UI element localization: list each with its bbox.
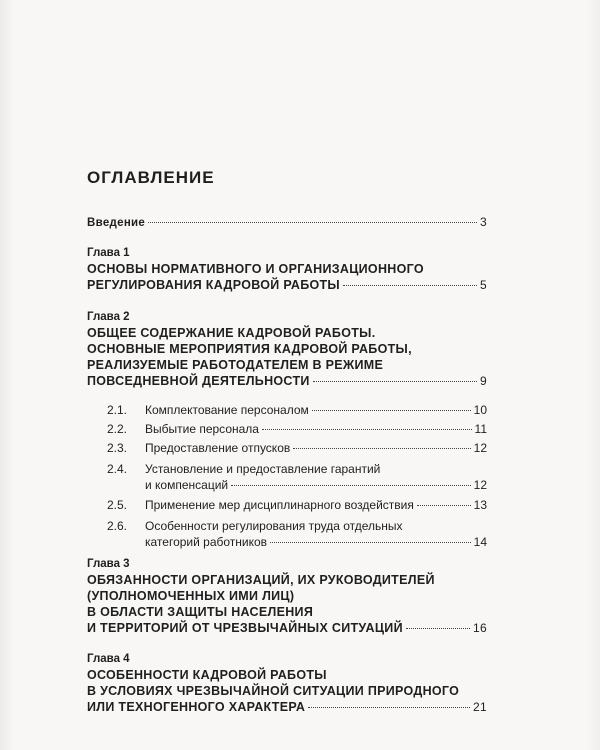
- page-number: 12: [473, 441, 487, 455]
- page-number: 14: [473, 535, 487, 549]
- section-title: Установление и предоставление гарантий: [145, 462, 381, 476]
- chapter-title-line: ПОВСЕДНЕВНОЙ ДЕЯТЕЛЬНОСТИ: [87, 374, 310, 388]
- chapter-label: Глава 1: [87, 247, 130, 259]
- section-number: 2.4.: [107, 462, 128, 476]
- toc-section-2-2[interactable]: [107, 421, 487, 437]
- toc-entry-chapter-4[interactable]: [87, 652, 487, 715]
- dot-leader: [308, 707, 470, 708]
- page-number: 21: [473, 700, 487, 714]
- chapter-title-line: ОБЩЕЕ СОДЕРЖАНИЕ КАДРОВОЙ РАБОТЫ.: [87, 326, 376, 340]
- section-number: 2.6.: [107, 519, 128, 533]
- section-title: Комплектование персоналом: [145, 403, 309, 417]
- toc-section-2-4[interactable]: [107, 461, 487, 493]
- toc-section-2-5[interactable]: [107, 497, 487, 513]
- section-title: категорий работников: [145, 535, 268, 549]
- chapter-title-line: В УСЛОВИЯХ ЧРЕЗВЫЧАЙНОЙ СИТУАЦИИ ПРИРОДНОГО: [87, 684, 460, 698]
- chapter-title-line: РЕГУЛИРОВАНИЯ КАДРОВОЙ РАБОТЫ: [87, 278, 340, 292]
- section-title: и компенсаций: [145, 478, 229, 492]
- page-number: 3: [480, 215, 487, 229]
- section-number: 2.2.: [107, 422, 128, 436]
- chapter-label: Глава 2: [87, 311, 130, 323]
- chapter-title-line: ОСНОВНЫЕ МЕРОПРИЯТИЯ КАДРОВОЙ РАБОТЫ,: [87, 342, 412, 356]
- chapter-label: Глава 3: [87, 558, 130, 570]
- page-number: 10: [473, 403, 487, 417]
- dot-leader: [417, 505, 471, 506]
- section-title: Выбытие персонала: [145, 422, 259, 436]
- section-title: Особенности регулирования труда отдельных: [145, 519, 403, 533]
- chapter-title-line: ОСОБЕННОСТИ КАДРОВОЙ РАБОТЫ: [87, 668, 327, 682]
- dot-leader: [312, 410, 471, 411]
- dot-leader: [270, 542, 471, 543]
- chapter-title-line: И ТЕРРИТОРИЙ ОТ ЧРЕЗВЫЧАЙНЫХ СИТУАЦИЙ: [87, 621, 403, 635]
- chapter-title-line: РЕАЛИЗУЕМЫЕ РАБОТОДАТЕЛЕМ В РЕЖИМЕ: [87, 358, 384, 372]
- toc-section-2-6[interactable]: [107, 518, 487, 550]
- section-title: Предоставление отпусков: [145, 441, 291, 455]
- toc-section-2-3[interactable]: [107, 440, 487, 456]
- page-number: 5: [480, 278, 487, 292]
- toc-entry-chapter-3[interactable]: [87, 557, 487, 636]
- section-title: Применение мер дисциплинарного воздействия: [145, 498, 414, 512]
- dot-leader: [293, 448, 470, 449]
- dot-leader: [343, 285, 477, 286]
- dot-leader: [313, 381, 477, 382]
- chapter-title-line: В ОБЛАСТИ ЗАЩИТЫ НАСЕЛЕНИЯ: [87, 605, 314, 619]
- page-number: 13: [473, 498, 487, 512]
- section-number: 2.5.: [107, 498, 128, 512]
- page-number: 16: [473, 621, 487, 635]
- chapter-title-line: (УПОЛНОМОЧЕННЫХ ИМИ ЛИЦ): [87, 589, 295, 603]
- chapter-title-line: ОСНОВЫ НОРМАТИВНОГО И ОРГАНИЗАЦИОННОГО: [87, 262, 424, 276]
- toc-entry-intro[interactable]: [87, 214, 487, 231]
- toc-entry-chapter-2[interactable]: [87, 310, 487, 389]
- chapter-title-line: ИЛИ ТЕХНОГЕННОГО ХАРАКТЕРА: [87, 700, 306, 714]
- dot-leader: [231, 485, 471, 486]
- dot-leader: [262, 429, 472, 430]
- page-number: 12: [473, 478, 487, 492]
- page-number: 9: [480, 374, 487, 388]
- toc-entry-chapter-1[interactable]: [87, 246, 487, 293]
- chapter-label: Глава 4: [87, 653, 130, 665]
- toc-section-2-1[interactable]: [107, 402, 487, 418]
- chapter-title-line: ОБЯЗАННОСТИ ОРГАНИЗАЦИЙ, ИХ РУКОВОДИТЕЛЕЙ: [87, 573, 435, 587]
- section-number: 2.3.: [107, 441, 128, 455]
- dot-leader: [406, 628, 470, 629]
- page-number: 11: [474, 422, 487, 436]
- toc-entry-label: Введение: [87, 217, 146, 229]
- section-number: 2.1.: [107, 403, 128, 417]
- toc-title: ОГЛАВЛЕНИЕ: [87, 168, 215, 187]
- dot-leader: [148, 222, 477, 223]
